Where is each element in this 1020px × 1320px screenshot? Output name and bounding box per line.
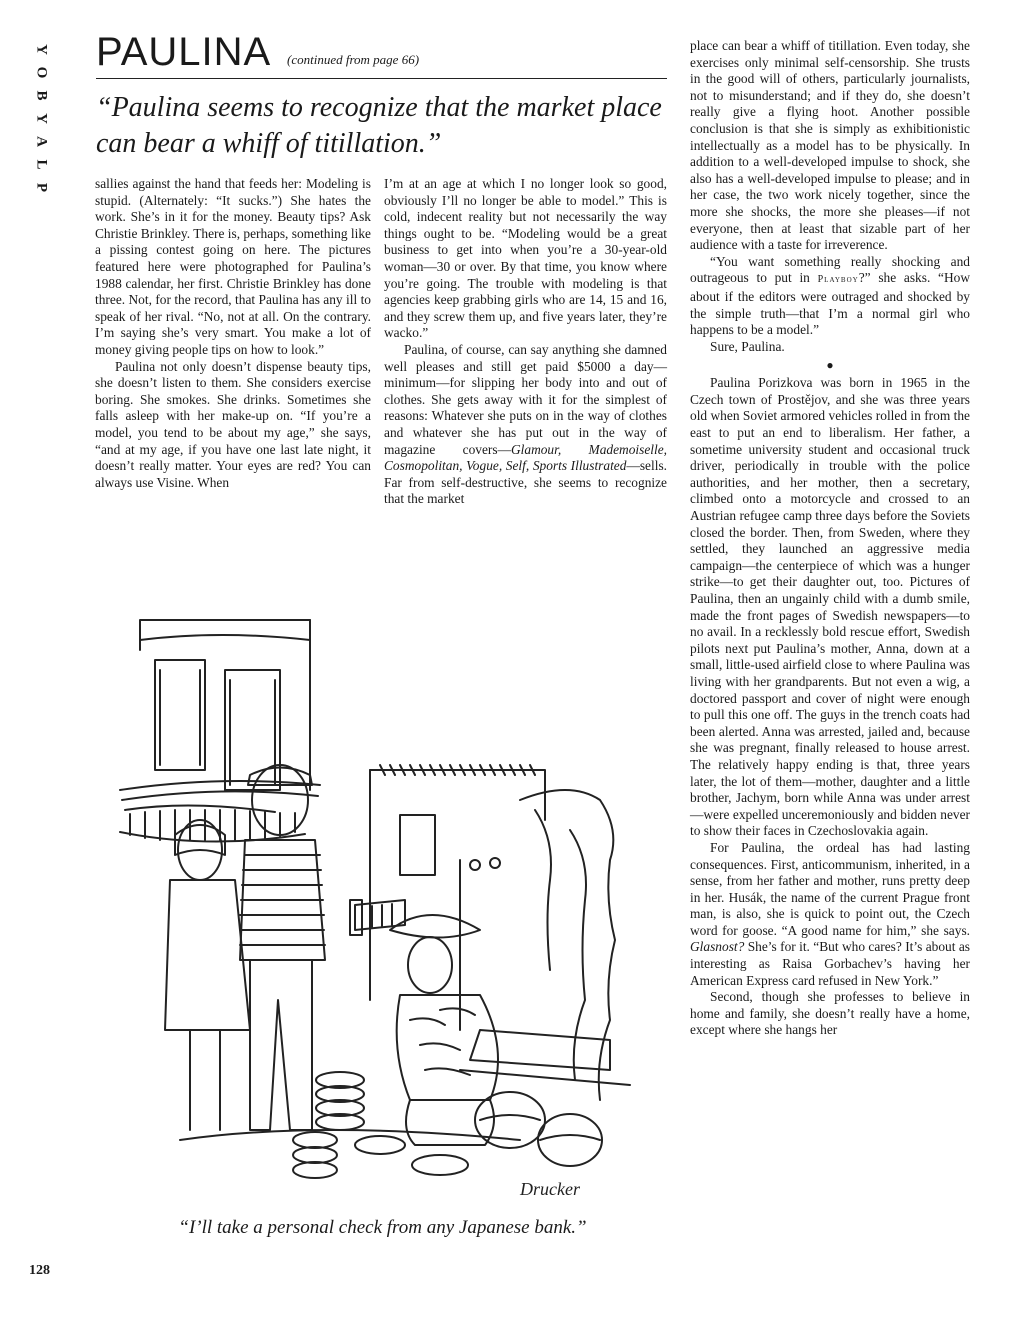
paragraph: Paulina not only doesn’t dispense beauty tips, she doesn’t listen to them. She considers exercise boring. She smokes. She drinks. Sometimes she falls asleep with her make-up on. “If you’re a model, you tend to be about my age,” she says, “and at my age, if you have one last late night, it doesn’t really matter. Your eyes are red? You can always use Visine. When: [95, 358, 371, 490]
vertical-letter: Y: [33, 44, 50, 55]
window: [225, 670, 280, 790]
text-run: “You want something really shocking and outrageous to put in: [690, 253, 970, 286]
continued-note: (continued from page 66): [287, 52, 420, 67]
basket: [293, 1132, 337, 1148]
steps: [470, 1030, 610, 1070]
paragraph: sallies against the hand that feeds her: Modeling is stupid. (Alternately: “It sucks.”) She hates the work. She’s in it for the money. Beauty tips? Ask Christie Brinkley. There is, perhaps, something like a pissing contest going on here. The pictures featured here were photographed for Paulina’s 1988 calendar, her first. Christie Brinkley has done three. Not, for the record, that Paulina has any ill to speak of her rival. “No, not at all. On the contrary. I’m saying she’s very smart. You make a lot of money giving people tips on how to look.”: [95, 176, 371, 357]
basket: [412, 1155, 468, 1175]
title-rule: [96, 78, 667, 79]
text-run: ?” she asks. “How about if the editors were outraged and shocked by the simple truth—that I’m a normal girl who happens to be a model.”: [690, 270, 970, 338]
text-column-2: [384, 176, 667, 508]
curtain: [520, 790, 615, 1100]
paragraph: Sure, Paulina.: [710, 338, 785, 354]
italic-word: Glasnost?: [690, 939, 745, 955]
paragraph: Second, though she professes to believe in home and family, she doesn’t really have a home, except where she hangs her: [690, 989, 970, 1038]
pot: [538, 1114, 602, 1166]
vertical-letter: Y: [33, 113, 50, 124]
window: [155, 660, 205, 770]
text-column-1: [95, 176, 371, 491]
magazine-titles: Glamour, Mademoiselle, Cosmopolitan, Vogue, Self, Sports Illustrated: [384, 441, 667, 474]
vertical-letter: O: [33, 66, 50, 79]
vertical-letter: P: [33, 182, 50, 193]
paragraph: [690, 254, 970, 339]
article-title: PAULINA: [96, 30, 272, 74]
vertical-letter: A: [33, 136, 50, 147]
paragraph: place can bear a whiff of titillation. Even today, she exercises only minimal self-censorship. She trusts in the good will of others, particularly journalists, not to misunderstand; and if they do, she doesn’t really give a flying hoot. Another possible conclusion is that she is simply as exhibitionistic intellectually as a model has to be physically. In addition to a well-developed impulse to shock, she also has a well-developed impulse to please; and in her case, the two work nicely together, since the more she shocks, the more she pleases—if not everyone, then at least that sizable part of her audience with a taste for irreverence.: [690, 38, 970, 253]
brand-smallcaps: Playboy: [817, 274, 859, 286]
paragraph: Paulina Porizkova was born in 1965 in the Czech town of Prostějov, and she was three years old when Soviet armored vehicles rolled in from the east to put an end to liberalism. Her father, a sometime university student and occasional truck driver, periodically in trouble with the police authorities, and her mother, then a secretary, climbed onto a motorcycle and crossed to an Austrian refugee camp three days before the Soviets closed the border. Then, from Sweden, where they settled, they launched an aggressive media campaign—the centerpiece of which was a hunger strike—to get their daughter out, too. Pictures of Paulina, then an ungainly child with a dumb smile, made the front pages of Swedish newspapers—to no avail. In a recklessly bold rescue effort, Swedish pilots next put Paulina’s mother, Anna, down at a small, little-used airfield close to where Paulina was living with her grandparents. But not even a wig, a doctored passport and cover of night were enough to pull this one off. The guys in the trench coats had been alerted. Anna was arrested, jailed and, because she was pregnant, finally released to house arrest. The relatively happy ending is that, three years later, the lot of them—mother, daughter and a little brother, Jachym, born while Anna was under arrest—were expelled unceremoniously and bidden never to show their faces in Czechoslovakia again.: [690, 375, 970, 839]
building-right: [370, 770, 545, 820]
paragraph: I’m at an age at which I no longer look so good, obviously I’ll no longer be able to model.” This is cold, indecent reality but not necessarily the way things ought to be. “Modeling would be a great business to get into when you’re a 30-year-old woman—30 or over. By that time, you know where you’re going. The trouble with modeling is that agencies keep grabbing girls who are 14, 15 and 16, and they screw them up, and five years later, they’re wacko.”: [384, 176, 667, 341]
text-run: She’s for it. “But who cares? It’s about as interesting as Raisa Gorbachev’s having her American Express card refused in New York.”: [690, 939, 970, 988]
pull-quote: “Paulina seems to recognize that the market place can bear a whiff of titillation.”: [96, 92, 662, 159]
cartoon-signature: Drucker: [520, 1179, 580, 1199]
text-run: For Paulina, the ordeal has had lasting consequences. First, anticommunism, inherited, in a sense, from her father and mother, runs pretty deep in her. Husák, the name of the current Prague front man, is also, she is quick to point out, the Czech word for goose. “A good name for him,” she says.: [690, 839, 970, 938]
street: [180, 1130, 520, 1140]
text-run: Paulina, of course, can say anything she damned well pleases and still get paid $5000 a day—minimum—for slipping her body into and out of clothes. She gets away with it for the simplest of reasons: Whatever she puts on in the way of clothes and whatever she has put out in the way of magazine covers—: [384, 341, 667, 457]
vertical-magazine-name: [30, 38, 52, 199]
window: [400, 815, 435, 875]
text-run: —sells. Far from self-destructive, she seems to recognize that the market: [384, 458, 667, 507]
basket: [355, 1136, 405, 1154]
vertical-letter: B: [33, 90, 50, 101]
vendor-figure: [408, 937, 452, 993]
section-bullet: ●: [826, 358, 834, 373]
paragraph: [690, 840, 970, 989]
text-column-3: [690, 38, 970, 1039]
vendor-hat: [390, 915, 480, 938]
cartoon-illustration: [100, 600, 670, 1210]
page-number: 128: [29, 1263, 50, 1278]
paragraph: [384, 342, 667, 508]
vertical-letter: L: [33, 159, 50, 170]
cartoon-caption: “I’ll take a personal check from any Japanese bank.”: [178, 1217, 587, 1238]
